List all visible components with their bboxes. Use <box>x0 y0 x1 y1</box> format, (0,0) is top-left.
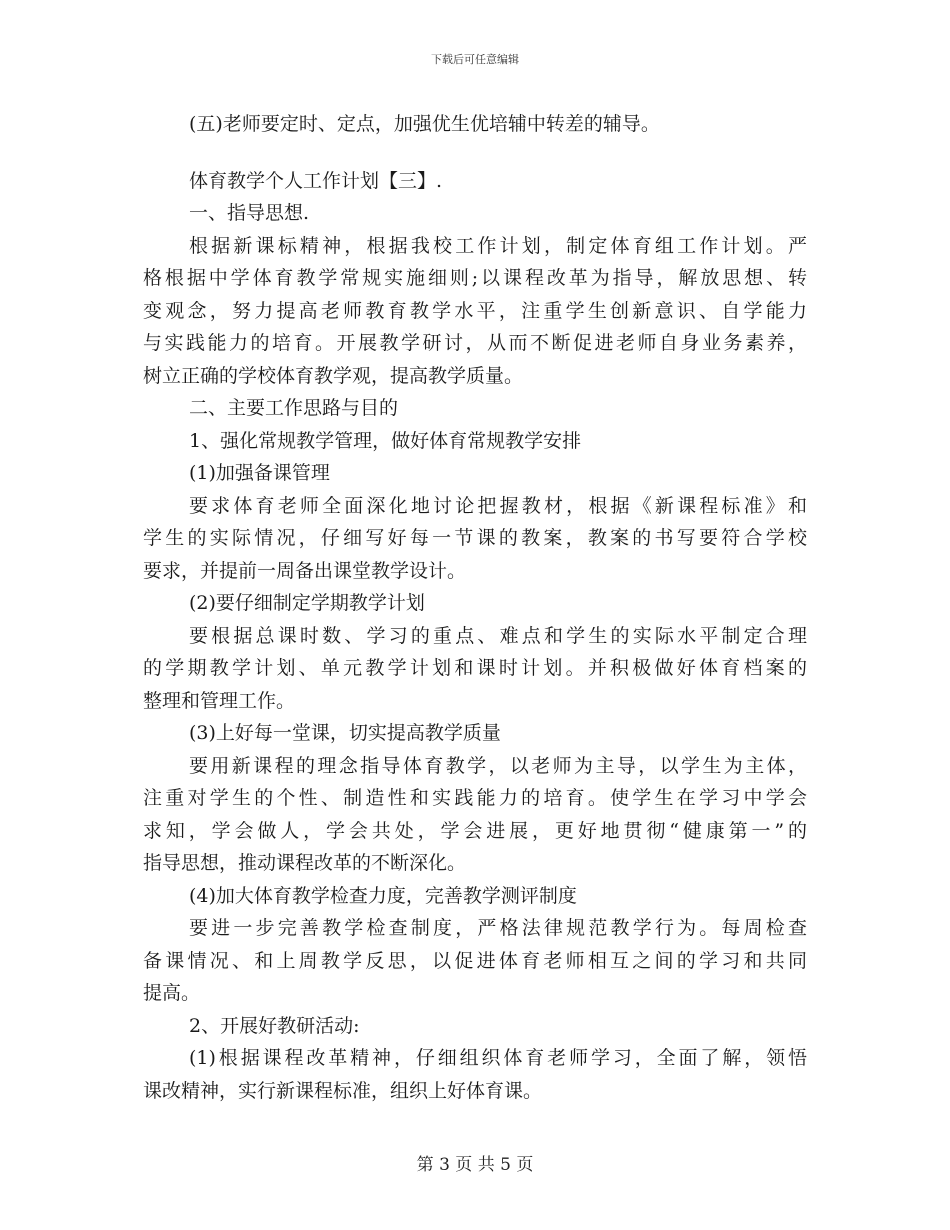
paragraph-line: 提高。 <box>143 982 201 1004</box>
paragraph-line: 备课情况、和上周教学反思，以促进体育老师相互之间的学习和共同 <box>143 949 807 972</box>
paragraph-line: 要求体育老师全面深化地讨论把握教材，根据《新课程标准》和 <box>189 494 807 517</box>
paragraph-line: 格根据中学体育教学常规实施细则;以课程改革为指导，解放思想、转 <box>143 267 807 289</box>
paragraph-lesson-prep <box>143 490 807 588</box>
paragraph-class-quality <box>143 750 807 880</box>
paragraph-line: 要求，并提前一周备出课堂教学设计。 <box>143 559 467 582</box>
heading-guiding-ideology: 一、指导思想. <box>189 202 310 224</box>
subheading-semester-plan: (2)要仔细制定学期教学计划 <box>189 592 425 614</box>
paragraph-line: (1)根据课程改革精神，仔细组织体育老师学习，全面了解，领悟 <box>189 1047 807 1069</box>
paragraph-line: 要用新课程的理念指导体育教学，以老师为主导，以学生为主体， <box>189 754 807 777</box>
paragraph-line: 变观念，努力提高老师教育教学水平，注重学生创新意识、自学能力 <box>143 299 807 322</box>
paragraph-line: 指导思想，推动课程改革的不断深化。 <box>143 852 467 874</box>
item-five: (五)老师要定时、定点，加强优生优培辅中转差的辅导。 <box>189 113 660 135</box>
paragraph-line: 与实践能力的培育。开展教学研讨，从而不断促进老师自身业务素养， <box>143 332 807 354</box>
heading-main-ideas: 二、主要工作思路与目的 <box>189 397 399 419</box>
paragraph-line: 学生的实际情况，仔细写好每一节课的教案，教案的书写要符合学校 <box>143 527 807 549</box>
section-title: 体育教学个人工作计划【三】. <box>189 169 443 192</box>
spacer <box>143 141 807 165</box>
paragraph-semester-plan <box>143 620 807 718</box>
page-header: 下载后可任意编辑 <box>431 53 519 66</box>
document-body <box>143 108 807 1107</box>
subheading-class-quality: (3)上好每一堂课，切实提高教学质量 <box>189 722 501 744</box>
paragraph-line: 的学期教学计划、单元教学计划和课时计划。并积极做好体育档案的 <box>143 657 807 679</box>
paragraph-line: 要进一步完善教学检查制度，严格法律规范教学行为。每周检查 <box>189 917 807 939</box>
heading-routine-management: 1、强化常规教学管理，做好体育常规教学安排 <box>189 429 582 452</box>
paragraph-guiding-ideology <box>143 230 807 393</box>
page-number: 第 3 页 共 5 页 <box>416 1155 534 1175</box>
paragraph-line: 树立正确的学校体育教学观，提高教学质量。 <box>143 364 524 387</box>
heading-teaching-research: 2、开展好教研活动: <box>189 1014 360 1037</box>
subheading-inspection: (4)加大体育教学检查力度，完善教学测评制度 <box>189 884 577 907</box>
paragraph-line: 求知，学会做人，学会共处，学会进展，更好地贯彻“健康第一”的 <box>143 819 807 842</box>
paragraph-teaching-research <box>143 1042 807 1107</box>
paragraph-inspection <box>143 912 807 1010</box>
paragraph-line: 要根据总课时数、学习的重点、难点和学生的实际水平制定合理 <box>189 624 807 647</box>
paragraph-line: 课改精神，实行新课程标准，组织上好体育课。 <box>143 1079 543 1102</box>
subheading-lesson-prep: (1)加强备课管理 <box>189 462 330 484</box>
paragraph-line: 根据新课标精神，根据我校工作计划，制定体育组工作计划。严 <box>189 234 807 257</box>
paragraph-line: 整理和管理工作。 <box>143 689 296 712</box>
paragraph-line: 注重对学生的个性、制造性和实践能力的培育。使学生在学习中学会 <box>143 787 807 809</box>
